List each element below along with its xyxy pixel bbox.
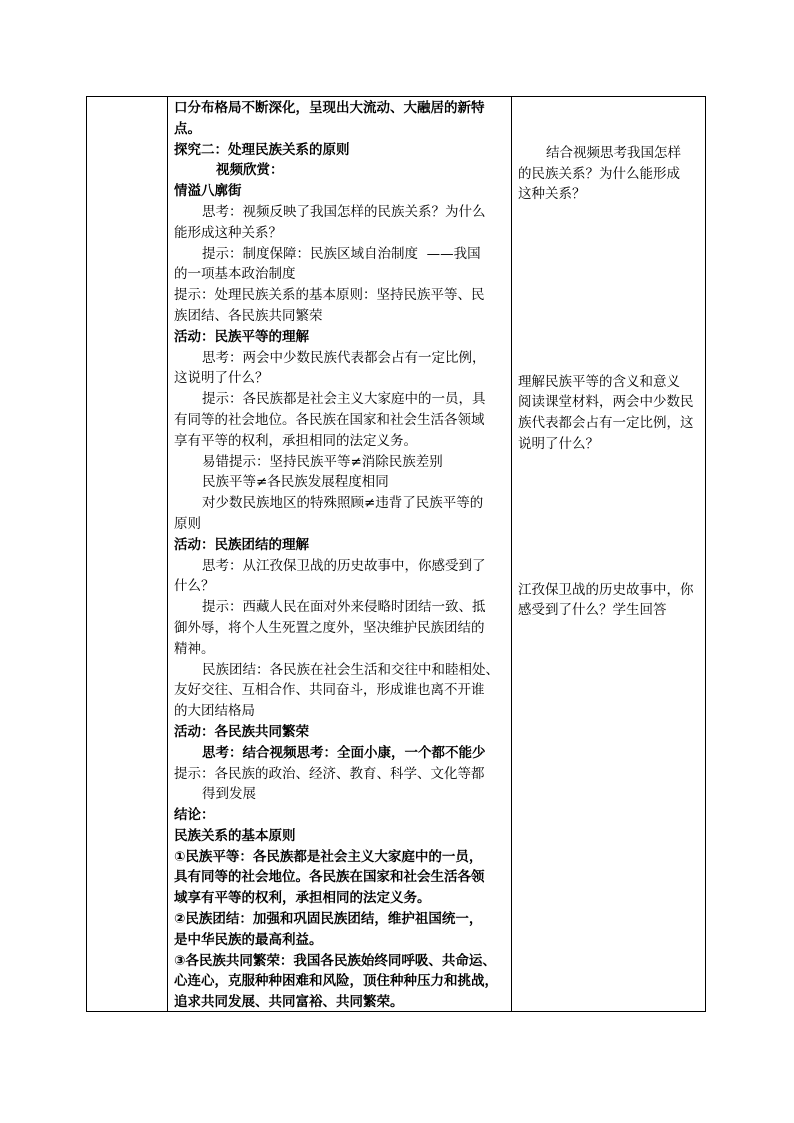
content-line: 具有同等的社会地位。各民族在国家和社会生活各领 — [174, 869, 485, 886]
content-line: ②民族团结：加强和巩固民族团结，维护祖国统一， — [174, 911, 483, 928]
content-line: 情溢八廓街 — [174, 183, 242, 200]
activity-note-line: 阅读课堂材料，两会中少数民 — [518, 394, 694, 411]
content-line: 心连心，克服种种困难和风险，顶住种种压力和挑战， — [174, 973, 498, 990]
content-line: 探究二：处理民族关系的原则 — [174, 141, 350, 158]
content-line: 民族关系的基本原则 — [174, 827, 296, 844]
activity-note — [518, 143, 704, 205]
content-line: 域享有平等的权利，承担相同的法定义务。 — [174, 890, 431, 907]
lesson-plan-table — [86, 96, 706, 1012]
content-line: 这说明了什么？ — [174, 370, 269, 387]
content-line: 得到发展 — [202, 786, 256, 803]
content-line: 思考：视频反映了我国怎样的民族关系？为什么 — [202, 203, 486, 220]
content-line: 族团结、各民族共同繁荣 — [174, 307, 323, 324]
content-line: 活动：民族平等的理解 — [174, 328, 309, 345]
content-line: 的大团结格局 — [174, 703, 255, 720]
content-line: 活动：民族团结的理解 — [174, 536, 309, 553]
content-line: 易错提示：坚持民族平等≠消除民族差别 — [202, 453, 443, 470]
content-line: ③各民族共同繁荣：我国各民族始终同呼吸、共命运、 — [174, 952, 496, 969]
activity-note-line: 族代表都会占有一定比例，这 — [518, 415, 694, 432]
activity-note-line: 感受到了什么？学生回答 — [518, 602, 667, 619]
content-line: 提示：制度保障：民族区域自治制度 ——我国 — [202, 245, 481, 262]
column-divider-right — [511, 97, 512, 1011]
content-line: 思考：从江孜保卫战的历史故事中，你感受到了 — [202, 557, 486, 574]
activity-note-line: 这种关系？ — [518, 186, 586, 203]
content-line: 御外辱，将个人生死置之度外，坚决维护民族团结的 — [174, 619, 485, 636]
content-line: 享有平等的权利，承担相同的法定义务。 — [174, 432, 417, 449]
teaching-content-cell — [174, 98, 508, 1013]
content-line: 友好交往、互相合作、共同奋斗，形成谁也离不开谁 — [174, 682, 485, 699]
activity-note-line: 说明了什么？ — [518, 435, 599, 452]
activity-note-line: 江孜保卫战的历史故事中，你 — [518, 581, 694, 598]
content-line: 口分布格局不断深化，呈现出大流动、大融居的新特 — [174, 100, 485, 116]
activity-note — [518, 372, 704, 455]
content-line: 精神。 — [174, 640, 215, 657]
content-line: 有同等的社会地位。各民族在国家和社会生活各领域 — [174, 411, 485, 428]
activity-note — [518, 580, 704, 622]
column-divider-left — [167, 97, 168, 1011]
content-line: 能形成这种关系？ — [174, 224, 282, 241]
content-line: 提示：处理民族关系的基本原则：坚持民族平等、民 — [174, 287, 485, 304]
content-line: 思考：两会中少数民族代表都会占有一定比例， — [202, 349, 486, 366]
content-line: 视频欣赏： — [216, 162, 284, 179]
content-line: 点。 — [174, 120, 201, 137]
content-line: 民族平等≠各民族发展程度相同 — [202, 474, 389, 491]
content-line: 原则 — [174, 515, 201, 532]
content-line: 提示：西藏人民在面对外来侵略时团结一致、抵 — [202, 599, 486, 616]
content-line: 追求共同发展、共同富裕、共同繁荣。 — [174, 994, 404, 1011]
content-line: 提示：各民族都是社会主义大家庭中的一员，具 — [202, 391, 486, 408]
content-line: ①民族平等：各民族都是社会主义大家庭中的一员， — [174, 848, 483, 865]
content-line: 的一项基本政治制度 — [174, 266, 296, 283]
content-line: 是中华民族的最高利益。 — [174, 931, 323, 948]
activity-note-line: 理解民族平等的含义和意义 — [518, 373, 680, 390]
activity-note-line: 结合视频思考我国怎样 — [546, 144, 681, 161]
content-line: 提示：各民族的政治、经济、教育、科学、文化等都 — [174, 765, 485, 782]
content-line: 结论： — [174, 807, 215, 824]
content-line: 对少数民族地区的特殊照顾≠违背了民族平等的 — [202, 495, 484, 512]
activity-note-line: 的民族关系？为什么能形成 — [518, 165, 680, 182]
content-line: 什么？ — [174, 578, 215, 595]
content-line: 思考：结合视频思考：全面小康，一个都不能少 — [202, 744, 486, 761]
content-line: 民族团结：各民族在社会生活和交往中和睦相处、 — [202, 661, 499, 678]
content-line: 活动：各民族共同繁荣 — [174, 723, 309, 740]
